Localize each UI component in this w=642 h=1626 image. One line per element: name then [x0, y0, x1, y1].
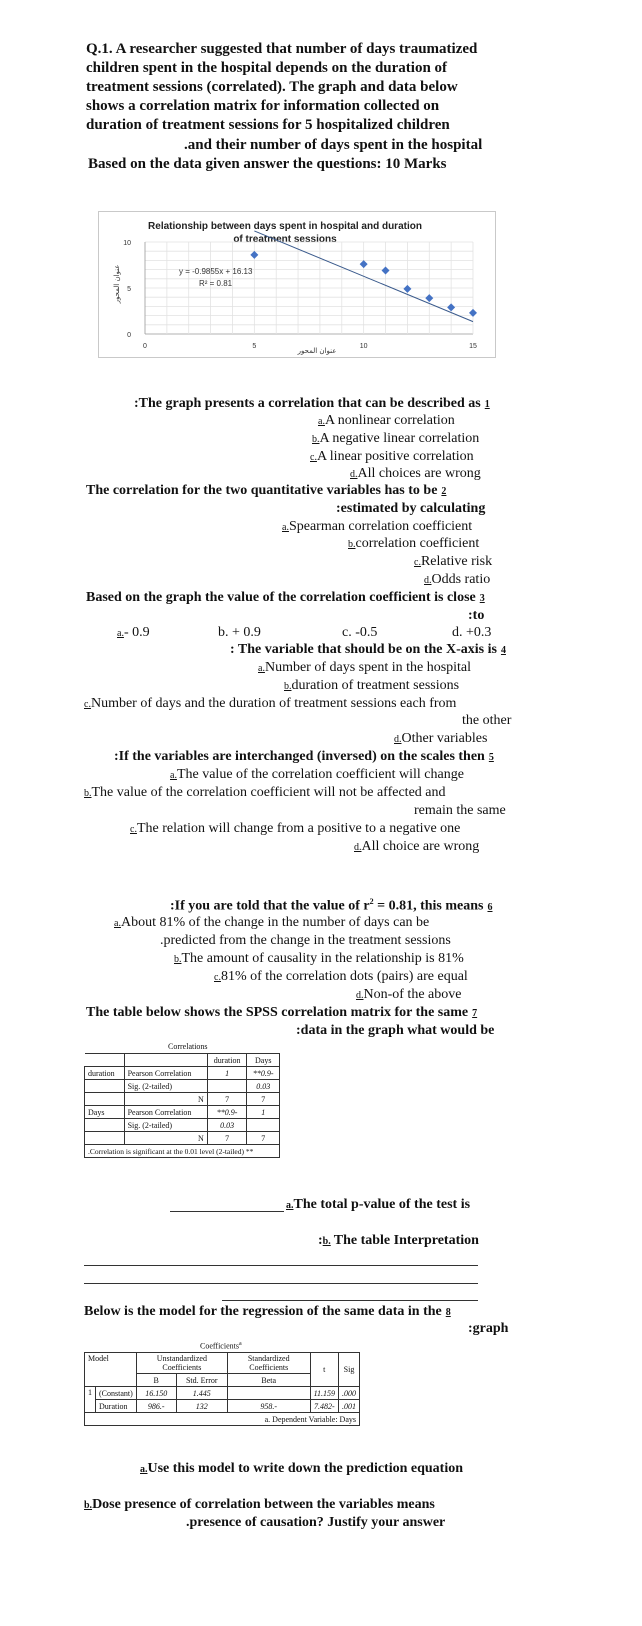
q3-stem-2: :to [468, 608, 485, 623]
answer-line-b-3[interactable] [222, 1300, 478, 1301]
q2-option-d[interactable]: d.Odds ratio [424, 572, 491, 587]
correlations-table [84, 1053, 280, 1158]
y-tick-label: 5 [127, 286, 131, 293]
h-std: Standardized Coefficients [227, 1353, 310, 1374]
dur-label: Duration [96, 1400, 137, 1413]
q8-part-b-cont: .presence of causation? Justify your answer [186, 1515, 446, 1530]
model-num: 1 [85, 1387, 96, 1413]
chart-title-line-1: Relationship between days spent in hospital and duration [148, 221, 422, 232]
cell: 0.03 [207, 1119, 247, 1132]
coefficients-table-title: Coefficients$^a$ [200, 1341, 242, 1351]
q4-option-b[interactable]: b.duration of treatment sessions [284, 678, 460, 693]
q6-option-a-cont: .predicted from the change in the treatment sessions [160, 933, 451, 948]
q3-option-d[interactable]: d. +0.3 [452, 625, 492, 640]
q6-option-d[interactable]: d.Non-of the above [356, 987, 462, 1002]
cell: 7 [207, 1093, 247, 1106]
row-days-label: Days [85, 1106, 125, 1119]
q8-stem-1: Below is the model for the regression of the same data in the 8 [84, 1304, 451, 1319]
coefficients-table [84, 1352, 360, 1426]
cell: 7 [247, 1093, 280, 1106]
q3-option-a[interactable]: a.- 0.9 [117, 625, 150, 640]
cell: 132 [176, 1400, 227, 1413]
n-label: N [124, 1093, 207, 1106]
data-point [425, 294, 433, 302]
q6-stem: :If you are told that the value of $r^2 = 0.81$, this means 6 [170, 897, 493, 914]
correlations-table-title: Correlations [168, 1042, 208, 1051]
q5-option-d[interactable]: d.All choice are wrong [354, 839, 480, 854]
cell: 1 [207, 1067, 247, 1080]
data-point [250, 251, 258, 259]
q4-option-c[interactable]: c.Number of days and the duration of treatment sessions each from [84, 696, 457, 711]
pearson-label: Pearson Correlation [124, 1067, 207, 1080]
correlations-footnote: .Correlation is significant at the 0.01 level (2-tailed) ** [85, 1145, 280, 1158]
q2-stem-1: The correlation for the two quantitative variables has to be 2 [86, 483, 447, 498]
q1-option-b[interactable]: b.A negative linear correlation [312, 431, 480, 446]
h-t: t [310, 1353, 338, 1387]
answer-line-b-2[interactable] [84, 1283, 478, 1284]
data-point [382, 267, 390, 275]
q2-stem-2: :estimated by calculating [336, 501, 486, 516]
q7-part-a: a.The total p-value of the test is [286, 1197, 471, 1212]
answer-line-a[interactable] [170, 1211, 284, 1212]
x-axis-title: عنوان المحور [297, 347, 337, 355]
q1-stem: :The graph presents a correlation that can be described as 1 [134, 396, 490, 411]
cell: 11.159 [310, 1387, 338, 1400]
cell: 1 [247, 1106, 280, 1119]
intro-line-5: duration of treatment sessions for 5 hospitalized children [86, 117, 450, 133]
x-tick-label: 5 [252, 343, 257, 350]
q4-option-c-cont: the other [462, 713, 512, 728]
q7-stem-1: The table below shows the SPSS correlation matrix for the same 7 [86, 1005, 478, 1020]
data-point [447, 303, 455, 311]
q8-part-b: b.Dose presence of correlation between the variables means [84, 1497, 435, 1512]
col-days: Days [247, 1054, 280, 1067]
q5-option-a[interactable]: a.The value of the correlation coefficient will change [170, 767, 464, 782]
q2-option-a[interactable]: a.Spearman correlation coefficient [282, 519, 473, 534]
q6-option-b[interactable]: b.The amount of causality in the relationship is 81% [174, 951, 464, 966]
intro-line-1: Q.1. A researcher suggested that number of days traumatized [86, 41, 478, 57]
chart-tick-labels [123, 240, 477, 350]
cell: 7 [207, 1132, 247, 1145]
col-duration: duration [207, 1054, 247, 1067]
intro-line-3: treatment sessions (correlated). The graph and data below [86, 79, 458, 95]
h-model: Model [85, 1353, 137, 1387]
q5-option-b-cont: remain the same [414, 803, 506, 818]
q3-stem-1: Based on the graph the value of the correlation coefficient is close 3 [86, 590, 485, 605]
cell: **0.9- [207, 1106, 247, 1119]
pearson-label: Pearson Correlation [124, 1106, 207, 1119]
r-squared-label: R² = 0.81 [199, 279, 233, 288]
data-point [360, 260, 368, 268]
x-tick-label: 15 [469, 343, 477, 350]
trendline-equation: y = -0.9855x + 16.13 [179, 267, 253, 276]
q1-option-a[interactable]: a.A nonlinear correlation [318, 413, 455, 428]
const-label: (Constant) [96, 1387, 137, 1400]
row-duration-label: duration [85, 1067, 125, 1080]
cell: 958.- [227, 1400, 310, 1413]
y-axis-title: عنوان المحور [113, 264, 121, 304]
q2-option-c[interactable]: c.Relative risk [414, 554, 493, 569]
q5-option-b[interactable]: b.The value of the correlation coefficient will not be affected and [84, 785, 446, 800]
q8-part-a: a.Use this model to write down the prediction equation [140, 1461, 464, 1476]
scatter-chart-frame [98, 211, 496, 358]
data-point [403, 285, 411, 293]
cell: 1.445 [176, 1387, 227, 1400]
q5-stem: :If the variables are interchanged (inversed) on the scales then 5 [114, 749, 494, 764]
coefficients-footnote: a. Dependent Variable: Days [85, 1413, 360, 1426]
h-b: B [136, 1374, 176, 1387]
cell: 7.482- [310, 1400, 338, 1413]
q1-option-c[interactable]: c.A linear positive correlation [310, 449, 474, 464]
h-unstd: Unstandardized Coefficients [136, 1353, 227, 1374]
q3-option-b[interactable]: b. + 0.9 [218, 625, 261, 640]
intro-line-7: Based on the data given answer the questions: 10 Marks [88, 156, 447, 172]
cell: .001 [338, 1400, 359, 1413]
x-tick-label: 10 [359, 343, 368, 350]
h-sig: Sig [338, 1353, 359, 1387]
y-tick-label: 0 [127, 332, 131, 339]
scatter-chart [99, 212, 497, 359]
intro-line-4: shows a correlation matrix for information collected on [86, 98, 440, 114]
chart-title-line-2: of treatment sessions [233, 234, 337, 245]
intro-line-6: .and their number of days spent in the hospital [184, 137, 483, 153]
q7-part-b: :b. The table Interpretation [318, 1233, 479, 1248]
q4-option-a[interactable]: a.Number of days spent in the hospital [258, 660, 472, 675]
intro-line-2: children spent in the hospital depends on the duration of [86, 60, 448, 76]
sig-label: Sig. (2-tailed) [124, 1119, 207, 1132]
q2-option-b[interactable]: b.correlation coefficient [348, 536, 480, 551]
h-se: Std. Error [176, 1374, 227, 1387]
cell: **0.9- [247, 1067, 280, 1080]
y-tick-label: 10 [123, 240, 131, 247]
n-label: N [124, 1132, 207, 1145]
q7-stem-2: :data in the graph what would be [296, 1023, 495, 1038]
x-tick-label: 0 [143, 343, 147, 350]
cell: .000 [338, 1387, 359, 1400]
h-beta: Beta [227, 1374, 310, 1387]
q5-option-c[interactable]: c.The relation will change from a positive to a negative one [130, 821, 461, 836]
sig-label: Sig. (2-tailed) [124, 1080, 207, 1093]
q4-option-d[interactable]: d.Other variables [394, 731, 488, 746]
q6-option-c[interactable]: c.81% of the correlation dots (pairs) are equal [214, 969, 468, 984]
q4-stem: : The variable that should be on the X-axis is 4 [230, 642, 506, 657]
q8-stem-2: :graph [468, 1321, 509, 1336]
cell: 16.150 [136, 1387, 176, 1400]
q3-option-c[interactable]: c. -0.5 [342, 625, 378, 640]
q6-option-a[interactable]: a.About 81% of the change in the number of days can be [114, 915, 430, 930]
q1-option-d[interactable]: d.All choices are wrong [350, 466, 481, 481]
cell: 0.03 [247, 1080, 280, 1093]
chart-gridlines [145, 242, 473, 334]
cell: 7 [247, 1132, 280, 1145]
cell: 986.- [136, 1400, 176, 1413]
answer-line-b-1[interactable] [84, 1265, 478, 1266]
cell [227, 1387, 310, 1400]
